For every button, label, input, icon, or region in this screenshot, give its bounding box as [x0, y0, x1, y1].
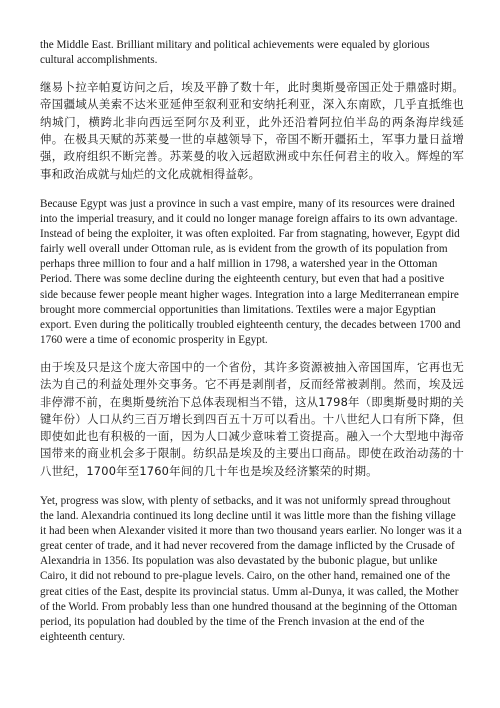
document-page: [40, 38, 464, 645]
paragraph-chinese-2: 由于埃及只是这个庞大帝国中的一个省份，其许多资源被抽入帝国国库，它再也无法为自己的利益处理外交事务。它不再是剥削者，反而经常被剥削。然而，埃及远非停滞不前，在奥斯曼统治下总体表现相当不错，这从1798年（即奥斯曼时期的关键年份）人口从约三百万增长到四百五十万可以看出。十八世纪人口有所下降，但即使如此也有积极的一面，因为人口减少意味着工资提高。融入一个大型地中海帝国带来的商业机会多于限制。纺织品是埃及的主要出口商品。即使在政治动荡的十八世纪，1700年至1760年间的几十年也是埃及经济繁荣的时期。: [40, 359, 464, 478]
paragraph-chinese-1: 继易卜拉辛帕夏访问之后，埃及平静了数十年，此时奥斯曼帝国正处于鼎盛时期。帝国疆域从美索不达米亚延伸至叙利亚和安纳托利亚，深入东南欧，几乎直抵维也纳城门，横跨北非向西远至阿尔及利亚，此外还沿着阿拉伯半岛的两条海岸线延伸。在极具天赋的苏莱曼一世的卓越领导下，帝国不断开疆拓土，军事力量日益增强，政府组织不断完善。苏莱曼的收入远超欧洲或中东任何君主的收入。辉煌的军事和政治成就与灿烂的文化成就相得益彰。: [40, 80, 464, 181]
paragraph-english-1: the Middle East. Brilliant military and political achievements were equaled by glorious cultural accomplishments.: [40, 39, 430, 67]
paragraph-english-2: Because Egypt was just a province in such a vast empire, many of its resources were drained into the imperial treasury, and it could no longer manage foreign affairs to its own advantage. Instead of being the exploiter, it was often exploited. Far from stagnating, however, Egypt did fairly well overall under Ottoman rule, as is evident from the growth of its population from perhaps three million to four and a half million in 1798, a watershed year in the Ottoman Period. There was some decline during the eighteenth century, but even that had a positive side because fewer people meant higher wages. Integration into a large Mediterranean empire brought more commercial opportunities than limitations. Textiles were a major Egyptian export. Even during the politically troubled eighteenth century, the decades between 1700 and 1760 were a time of economic prosperity in Egypt.: [40, 197, 461, 346]
paragraph-english-3: Yet, progress was slow, with plenty of setbacks, and it was not uniformly spread throughout the land. Alexandria continued its long decline until it was little more than the fishing village it had been when Alexander visited it more than two thousand years earlier. No longer was it a great center of trade, and it had never recovered from the damage inflicted by the Crusade of Alexandria in 1356. Its population was also devastated by the bubonic plague, but unlike Cairo, it did not rebound to pre-plague levels. Cairo, on the other hand, remained one of the great cities of the East, despite its provincial status. Umm al-Dunya, it was called, the Mother of the World. From probably less than one hundred thousand at the beginning of the Ottoman period, its population had doubled by the time of the French invasion at the end of the eighteenth century.: [40, 494, 462, 643]
